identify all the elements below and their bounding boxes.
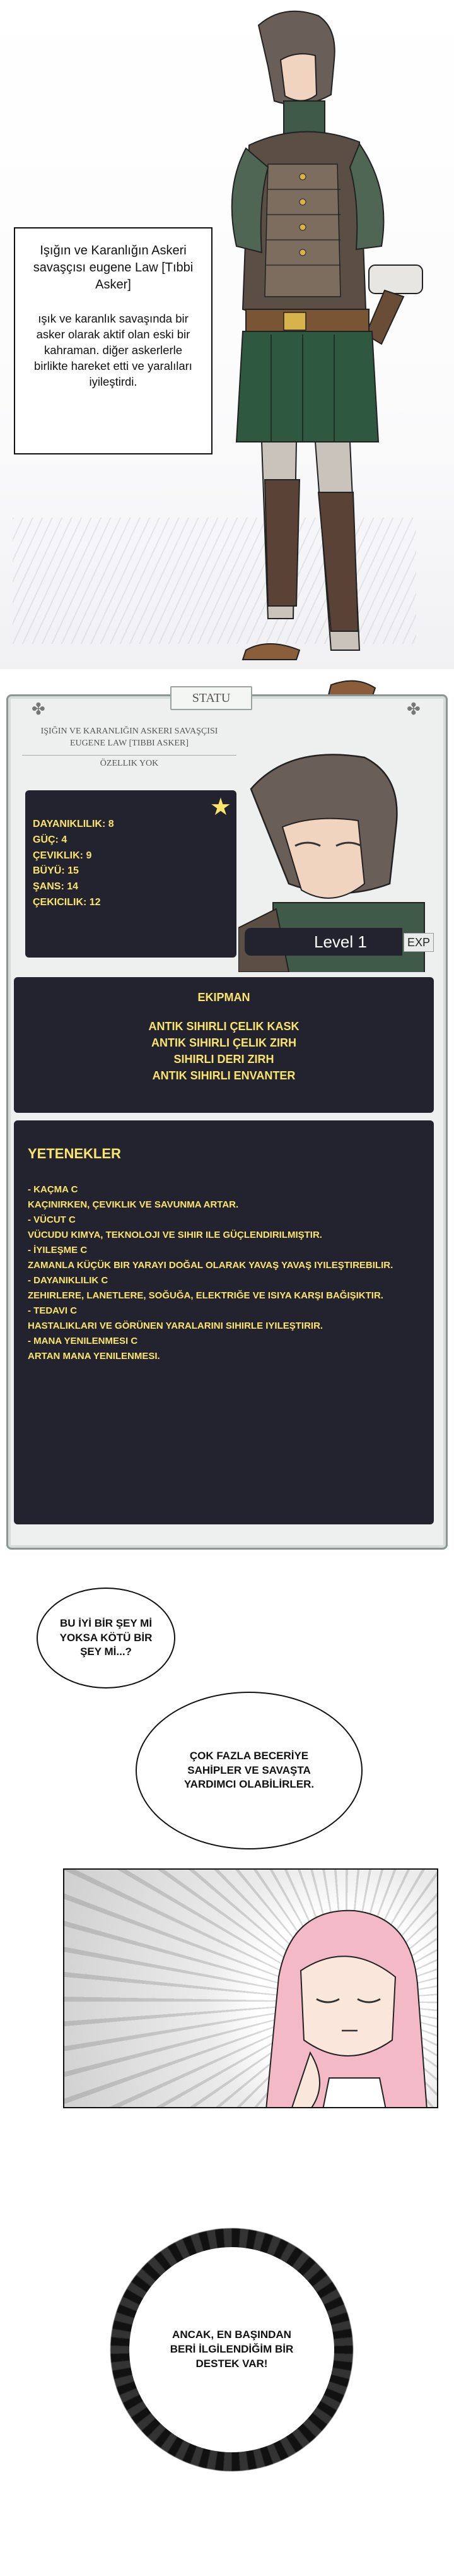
speech-bubble-2-text: ÇOK FAZLA BECERİYE SAHİPLER VE SAVAŞTA YARDIMCI OLABİLİRLER.	[183, 1749, 315, 1791]
skill-line: - MANA YENILENMESI C	[28, 1336, 138, 1346]
speech-bubble-3-text: ANCAK, EN BAŞINDAN BERİ İLGİLENDİĞİM BİR DESTEK VAR!	[170, 2329, 294, 2370]
skill-line: - DAYANIKLILIK C	[28, 1275, 108, 1286]
stats-panel	[25, 790, 236, 958]
speech-bubble-1	[37, 1588, 175, 1689]
skill-line: KAÇINIRKEN, ÇEVIKLIK VE SAVUNMA ARTAR.	[28, 1199, 239, 1210]
skill-line: - TEDAVI C	[28, 1305, 78, 1316]
girl-illustration	[253, 1895, 436, 2108]
exp-badge: EXP	[404, 933, 434, 952]
skills-panel	[14, 1120, 434, 1524]
stat-luck: ŞANS: 14	[33, 881, 79, 893]
speech-bubble-3	[129, 2247, 334, 2452]
equipment-item: ANTIK SIHIRLI ÇELIK KASK	[148, 1020, 300, 1033]
skill-line: - İYILEŞME C	[28, 1245, 88, 1255]
skill-line: ZEHIRLERE, LANETLERE, SOĞUĞA, ELEKTRIĞE VE ISIYA KARŞI BAĞIŞIKTIR.	[28, 1290, 383, 1301]
star-icon: ★	[209, 794, 231, 821]
clover-ornament-icon: ✤	[407, 699, 421, 718]
skill-line: ARTAN MANA YENILENMESI.	[28, 1351, 160, 1362]
clover-ornament-icon: ✤	[32, 699, 45, 718]
equipment-list	[14, 1018, 434, 1084]
status-name-line1: IŞIĞIN VE KARANLIĞIN ASKERI SAVAŞÇISI	[40, 727, 218, 736]
equipment-title: EKIPMAN	[197, 991, 250, 1004]
girl-panel	[63, 1868, 438, 2108]
character-info-title: Işığın ve Karanlığın Askeri savaşçısı eugene Law [Tıbbi Asker]	[33, 244, 194, 292]
skill-line: VÜCUDU KIMYA, TEKNOLOJI VE SIHIR ILE GÜÇLENDIRILMIŞTIR.	[28, 1230, 322, 1240]
status-trait: ÖZELLIK YOK	[100, 758, 159, 768]
equipment-item: SIHIRLI DERI ZIRH	[173, 1053, 274, 1066]
character-info-body: ışık ve karanlık savaşında bir asker olarak aktif olan eski bir kahraman. diğer askerlerle birlikte hareket etti ve yaralıları iyileştirdi.	[34, 312, 192, 388]
skill-line: - VÜCUT C	[28, 1214, 76, 1225]
stat-strength: GÜÇ: 4	[33, 834, 67, 845]
skill-line: - KAÇMA C	[28, 1184, 78, 1195]
stat-magic: BÜYÜ: 15	[33, 865, 79, 877]
status-tab-label: STATU	[170, 686, 252, 710]
stat-charisma: ÇEKICILIK: 12	[33, 896, 101, 908]
equipment-item: ANTIK SIHIRLI ÇELIK ZIRH	[151, 1036, 296, 1050]
stat-agility: ÇEVIKLIK: 9	[33, 850, 92, 861]
equipment-panel	[14, 977, 434, 1113]
stats-list	[33, 817, 229, 911]
skills-list	[28, 1182, 421, 1364]
speech-bubble-1-text: BU İYİ BİR ŞEY Mİ YOKSA KÖTÜ BİR ŞEY Mİ...?	[59, 1617, 153, 1658]
skill-line: ZAMANLA KÜÇÜK BIR YARAYI DOĞAL OLARAK YAVAŞ YAVAŞ IYILEŞTIREBILIR.	[28, 1260, 393, 1271]
skills-title: YETENEKLER	[28, 1146, 121, 1161]
status-name-line2: EUGENE LAW [TIBBI ASKER]	[70, 738, 189, 748]
speech-bubble-2	[136, 1692, 363, 1849]
level-badge: Level 1	[245, 928, 402, 956]
status-name-block	[22, 726, 236, 770]
soldier-illustration	[208, 0, 435, 701]
skill-line: HASTALIKLARI VE GÖRÜNEN YARALARINI SIHIRLE IYILEŞTIRIR.	[28, 1321, 323, 1331]
character-info-box	[14, 227, 212, 454]
stat-endurance: DAYANIKLILIK: 8	[33, 819, 114, 829]
equipment-item: ANTIK SIHIRLI ENVANTER	[152, 1069, 296, 1083]
